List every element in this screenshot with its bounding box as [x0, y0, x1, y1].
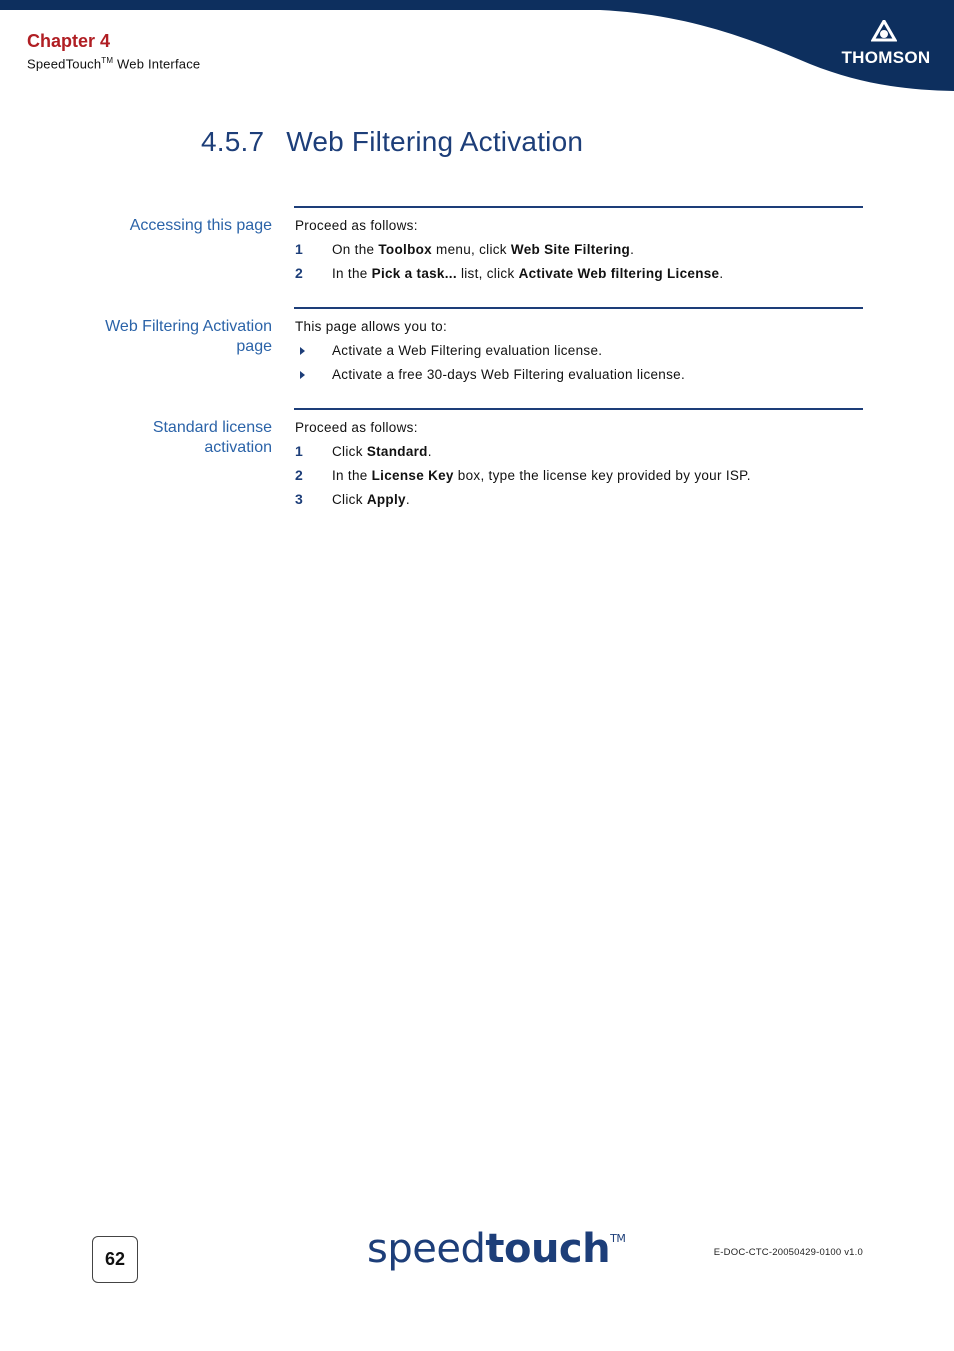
- step-number: 1: [295, 443, 304, 459]
- section-divider: [294, 408, 863, 410]
- step-number: 2: [295, 467, 304, 483]
- step-number: 3: [295, 491, 304, 507]
- section-title: [201, 126, 583, 158]
- step-text: In the License Key box, type the license key provided by your ISP.: [332, 468, 751, 483]
- subtitle-main: SpeedTouch: [27, 56, 102, 72]
- subtitle-trademark: TM: [101, 56, 114, 65]
- step-text: On the Toolbox menu, click Web Site Filtering.: [332, 242, 635, 257]
- bullet-arrow-icon: [300, 347, 305, 355]
- thomson-logo-icon: [871, 20, 897, 44]
- bullet-text: Activate a free 30-days Web Filtering evaluation license.: [332, 367, 686, 382]
- header-subtitle: [27, 56, 200, 71]
- section-intro: Proceed as follows:: [295, 218, 418, 233]
- step-text: Click Apply.: [332, 492, 410, 507]
- document-reference: E-DOC-CTC-20050429-0100 v1.0: [713, 1247, 863, 1258]
- step-text: In the Pick a task... list, click Activate Web filtering License.: [332, 266, 724, 281]
- page-number: 62: [92, 1236, 138, 1283]
- bullet-text: Activate a Web Filtering evaluation license.: [332, 343, 603, 358]
- step-text: Click Standard.: [332, 444, 432, 459]
- chapter-label: Chapter 4: [27, 31, 111, 51]
- header-band: [0, 0, 954, 95]
- section-label-accessing: Accessing this page: [129, 217, 272, 234]
- section-title-text: Web Filtering Activation: [286, 126, 584, 157]
- section-intro: Proceed as follows:: [295, 420, 418, 435]
- section-divider: [294, 307, 863, 309]
- section-intro: This page allows you to:: [295, 319, 448, 334]
- subtitle-rest: Web Interface: [113, 56, 201, 72]
- brand-name: THOMSON: [841, 48, 931, 67]
- section-number: 4.5.7: [201, 126, 265, 157]
- section-divider: [294, 206, 863, 208]
- bullet-arrow-icon: [300, 371, 305, 379]
- speedtouch-logo: speedtouch™: [367, 1226, 626, 1272]
- step-number: 2: [295, 265, 304, 281]
- section-label-activation-page: Web Filtering Activation page: [105, 318, 272, 355]
- step-number: 1: [295, 241, 304, 257]
- section-label-standard-license: Standard license activation: [152, 419, 272, 456]
